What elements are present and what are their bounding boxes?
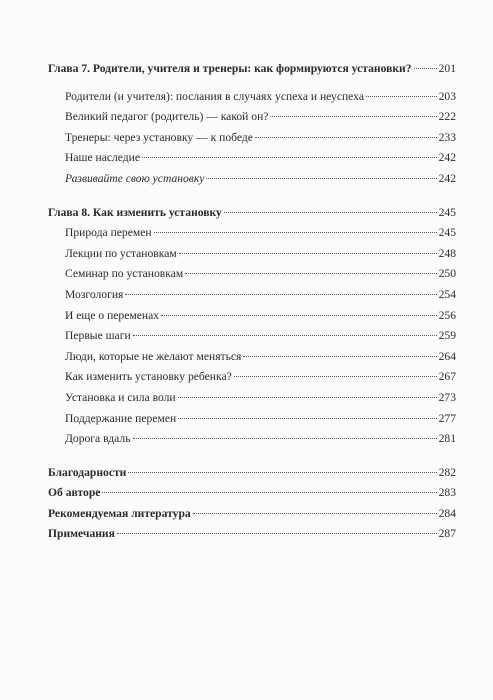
entry-title: Мозгология bbox=[65, 287, 124, 301]
toc-back-matter bbox=[48, 483, 456, 504]
toc-entry bbox=[48, 347, 456, 368]
toc-entry bbox=[48, 367, 456, 388]
dot-leader bbox=[224, 211, 437, 213]
dot-leader bbox=[117, 532, 437, 534]
dot-leader bbox=[178, 417, 436, 419]
toc-entry bbox=[48, 326, 456, 347]
toc-entry bbox=[48, 244, 456, 265]
dot-leader bbox=[270, 115, 436, 117]
entry-title: Великий педагог (родитель) — какой он? bbox=[65, 110, 269, 124]
toc-entry bbox=[48, 107, 456, 128]
entry-title: Примечания bbox=[48, 527, 115, 541]
toc-entry bbox=[48, 169, 456, 190]
dot-leader bbox=[128, 471, 436, 473]
toc-back-matter bbox=[48, 463, 456, 484]
entry-title: Дорога вдаль bbox=[65, 432, 131, 446]
page-number: 277 bbox=[438, 411, 456, 425]
entry-title: Развивайте свою установку bbox=[65, 171, 205, 185]
page-number: 287 bbox=[438, 527, 456, 541]
chapter-title: Глава 8. Как изменить установку bbox=[48, 205, 222, 219]
toc-entry bbox=[48, 388, 456, 409]
toc-chapter-7 bbox=[48, 59, 456, 80]
toc-entry bbox=[48, 429, 456, 450]
toc-entry bbox=[48, 223, 456, 244]
page-number: 273 bbox=[438, 390, 456, 404]
dot-leader bbox=[243, 355, 436, 357]
toc-back-matter bbox=[48, 524, 456, 545]
page-number: 282 bbox=[438, 465, 456, 479]
toc-chapter-8 bbox=[48, 203, 456, 224]
entry-title: Благодарности bbox=[48, 465, 127, 479]
dot-leader bbox=[133, 334, 437, 336]
page-number: 242 bbox=[438, 171, 456, 185]
page-number: 222 bbox=[438, 110, 456, 124]
entry-title: Рекомендуемая литература bbox=[48, 506, 191, 520]
entry-title: Наше наследие bbox=[65, 151, 141, 165]
entry-title: Поддержание перемен bbox=[65, 411, 177, 425]
dot-leader bbox=[179, 252, 437, 254]
dot-leader bbox=[102, 491, 436, 493]
toc-entry bbox=[48, 285, 456, 306]
page-number: 256 bbox=[438, 308, 456, 322]
entry-title: Первые шаги bbox=[65, 329, 131, 343]
entry-title: Лекции по установкам bbox=[65, 246, 177, 260]
toc-entry bbox=[48, 409, 456, 430]
chapter-title: Глава 7. Родители, учителя и тренеры: как формируются установки? bbox=[48, 62, 412, 75]
page-number: 203 bbox=[438, 89, 456, 103]
toc-entry bbox=[48, 87, 456, 108]
entry-title: Природа перемен bbox=[65, 226, 152, 240]
entry-title: Родители (и учителя): послания в случаях успеха и неуспеха bbox=[65, 89, 364, 103]
toc-entry bbox=[48, 264, 456, 285]
page-number: 201 bbox=[438, 62, 456, 75]
toc-back-matter bbox=[48, 504, 456, 525]
dot-leader bbox=[178, 396, 437, 398]
table-of-contents bbox=[48, 59, 456, 545]
page-number: 245 bbox=[438, 226, 456, 240]
entry-title: Семинар по установкам bbox=[65, 267, 184, 281]
dot-leader bbox=[142, 156, 437, 158]
dot-leader bbox=[125, 293, 436, 295]
dot-leader bbox=[133, 437, 437, 439]
page-number: 233 bbox=[438, 130, 456, 144]
page-number: 283 bbox=[438, 486, 456, 500]
page-number: 242 bbox=[438, 151, 456, 165]
dot-leader bbox=[206, 177, 436, 179]
entry-title: Как изменить установку ребенка? bbox=[65, 370, 232, 384]
entry-title: Тренеры: через установку — к победе bbox=[65, 130, 253, 144]
entry-title: Установка и сила воли bbox=[65, 390, 176, 404]
page-number: 245 bbox=[438, 205, 456, 219]
page-number: 284 bbox=[438, 506, 456, 520]
entry-title: Люди, которые не желают меняться bbox=[65, 349, 242, 363]
page-number: 264 bbox=[438, 349, 456, 363]
dot-leader bbox=[185, 272, 436, 274]
page-number: 250 bbox=[438, 267, 456, 281]
entry-title: Об авторе bbox=[48, 486, 101, 500]
page-number: 281 bbox=[438, 432, 456, 446]
page-number: 254 bbox=[438, 287, 456, 301]
page-number: 259 bbox=[438, 329, 456, 343]
dot-leader bbox=[414, 67, 437, 69]
dot-leader bbox=[255, 136, 437, 138]
dot-leader bbox=[366, 95, 437, 97]
dot-leader bbox=[234, 375, 437, 377]
page-number: 248 bbox=[438, 246, 456, 260]
dot-leader bbox=[154, 231, 437, 233]
page-number: 267 bbox=[438, 370, 456, 384]
toc-entry bbox=[48, 306, 456, 327]
entry-title: И еще о переменах bbox=[65, 308, 160, 322]
toc-entry bbox=[48, 148, 456, 169]
dot-leader bbox=[161, 314, 437, 316]
toc-entry bbox=[48, 128, 456, 149]
dot-leader bbox=[193, 512, 437, 514]
